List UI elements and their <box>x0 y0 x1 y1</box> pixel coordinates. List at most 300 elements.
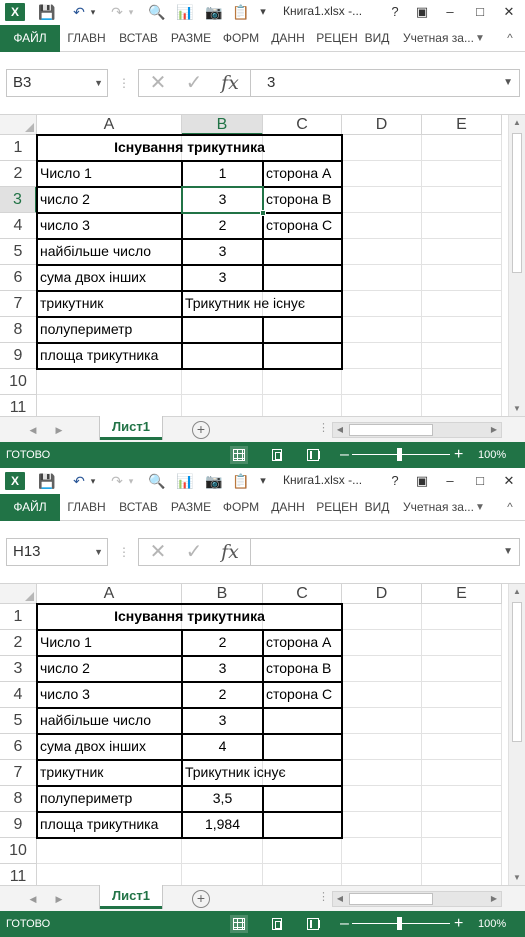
grid-cell[interactable] <box>342 291 422 317</box>
grid-cell[interactable] <box>422 317 502 343</box>
grid-cell[interactable] <box>342 161 422 187</box>
label-cell[interactable]: полупериметр <box>40 321 133 337</box>
table-border <box>37 681 343 683</box>
scroll-down-icon[interactable]: ▼ <box>513 873 521 882</box>
row-header-5[interactable]: 5 <box>0 239 37 265</box>
side-label-cell[interactable]: сторона В <box>266 660 332 676</box>
camera-icon[interactable]: 📷 <box>205 473 223 489</box>
table-border <box>262 629 264 759</box>
formula-bar-grip-icon[interactable]: ⋮ <box>118 545 130 559</box>
close-icon[interactable]: ✕ <box>503 473 515 488</box>
undo-icon[interactable]: ↶ <box>73 473 85 489</box>
value-cell[interactable]: 2 <box>218 686 227 702</box>
side-label-cell[interactable]: сторона С <box>266 217 333 233</box>
table-border <box>181 629 183 838</box>
prev-sheet-icon[interactable]: ◀ <box>29 894 37 904</box>
value-cell[interactable]: 1 <box>218 165 227 181</box>
customize-toolbar-icon[interactable]: ▾ <box>260 6 266 18</box>
scroll-left-icon[interactable]: ◀ <box>336 894 344 903</box>
name-box-value: B3 <box>13 74 32 91</box>
ribbon-tab[interactable]: ГЛАВН <box>67 500 106 514</box>
table-border <box>37 316 343 318</box>
cancel-icon[interactable]: ✕ <box>149 541 167 563</box>
row-header-4[interactable]: 4 <box>0 682 37 708</box>
worksheet-grid <box>0 583 525 885</box>
prev-sheet-icon[interactable]: ◀ <box>29 425 37 435</box>
help-icon[interactable]: ? <box>391 473 399 488</box>
grid-cell[interactable] <box>182 864 263 885</box>
ribbon-tab[interactable]: РЕЦЕН <box>316 31 358 45</box>
grid-cell[interactable] <box>342 812 422 838</box>
grid-cell[interactable] <box>263 317 342 343</box>
grid-cell[interactable] <box>342 864 422 885</box>
grid-cell[interactable] <box>342 369 422 395</box>
clipboard-icon[interactable]: 📋 <box>232 4 250 20</box>
table-border <box>37 655 343 657</box>
tab-file[interactable]: ФАЙЛ <box>0 25 60 52</box>
table-border <box>36 603 38 839</box>
column-header-a[interactable]: A <box>37 115 182 135</box>
result-cell[interactable]: Трикутник існує <box>185 764 286 780</box>
add-sheet-icon[interactable]: + <box>192 421 210 439</box>
grid-cell[interactable] <box>182 369 263 395</box>
grid-cell[interactable] <box>342 604 422 630</box>
label-cell[interactable]: сума двох інших <box>40 738 147 754</box>
print-preview-icon[interactable]: 🔍 <box>148 4 166 20</box>
ribbon-tab[interactable]: ГЛАВН <box>67 31 106 45</box>
ribbon-tab[interactable]: ФОРМ <box>222 31 260 45</box>
grid-cell[interactable] <box>37 369 182 395</box>
scroll-left-icon[interactable]: ◀ <box>336 425 344 434</box>
column-header-b[interactable]: B <box>182 584 263 604</box>
ribbon-tab[interactable]: ВИД <box>364 31 390 45</box>
tab-split-icon[interactable]: ⋮ <box>318 422 329 434</box>
label-cell[interactable]: трикутник <box>40 295 104 311</box>
account-dropdown-icon[interactable]: ▼ <box>475 33 485 44</box>
undo-dropdown-icon[interactable]: ▾ <box>90 476 96 486</box>
normal-view-icon[interactable] <box>230 915 248 933</box>
label-cell[interactable]: Число 1 <box>40 634 92 650</box>
grid-cell[interactable] <box>263 734 342 760</box>
grid-cell[interactable] <box>342 135 422 161</box>
name-box[interactable] <box>6 69 108 97</box>
row-header-2[interactable]: 2 <box>0 630 37 656</box>
grid-cell[interactable] <box>422 213 502 239</box>
grid-cell[interactable] <box>342 734 422 760</box>
column-header-e[interactable]: E <box>422 115 502 135</box>
table-border <box>37 134 343 136</box>
row-header-6[interactable]: 6 <box>0 265 37 291</box>
vertical-scroll-thumb[interactable] <box>512 602 522 742</box>
chart-icon[interactable]: 📊 <box>176 4 194 20</box>
grid-cell[interactable] <box>342 395 422 416</box>
ribbon-tab[interactable]: ДАНН <box>271 500 305 514</box>
grid-cell[interactable] <box>422 682 502 708</box>
grid-cell[interactable] <box>422 708 502 734</box>
grid-cell[interactable] <box>342 630 422 656</box>
sheet-tab[interactable]: Лист1 <box>100 416 162 440</box>
grid-cell[interactable] <box>342 708 422 734</box>
grid-cell[interactable] <box>422 395 502 416</box>
ribbon-tab[interactable]: ФОРМ <box>222 500 260 514</box>
side-label-cell[interactable]: сторона А <box>266 165 332 181</box>
grid-cell[interactable] <box>182 395 263 416</box>
title-bar <box>0 469 525 494</box>
account-menu[interactable]: Учетная за... <box>403 500 474 514</box>
grid-cell[interactable] <box>422 864 502 885</box>
grid-cell[interactable] <box>37 395 182 416</box>
table-border <box>341 603 343 839</box>
zoom-out-icon[interactable]: – <box>340 915 349 932</box>
table-border <box>37 342 343 344</box>
grid-cell[interactable] <box>422 734 502 760</box>
scroll-down-icon[interactable]: ▼ <box>513 404 521 413</box>
grid-cell[interactable] <box>342 187 422 213</box>
table-border <box>262 160 264 290</box>
zoom-in-icon[interactable]: + <box>454 915 464 932</box>
status-bar <box>0 911 525 937</box>
grid-cell[interactable] <box>342 239 422 265</box>
grid-cell[interactable] <box>422 291 502 317</box>
ribbon-tab[interactable]: ВСТАВ <box>119 500 158 514</box>
grid-cell[interactable] <box>422 604 502 630</box>
ribbon-tab[interactable]: ВИД <box>364 500 390 514</box>
grid-cell[interactable] <box>342 656 422 682</box>
grid-cell[interactable] <box>422 369 502 395</box>
grid-cell[interactable] <box>263 369 342 395</box>
ribbon-tab[interactable]: РАЗМЕ <box>170 31 212 45</box>
table-border <box>262 316 264 369</box>
select-all-icon <box>25 123 34 132</box>
status-bar <box>0 442 525 468</box>
undo-dropdown-icon[interactable]: ▾ <box>90 7 96 17</box>
row-header-7[interactable]: 7 <box>0 760 37 786</box>
row-header-8[interactable]: 8 <box>0 317 37 343</box>
add-sheet-icon[interactable]: + <box>192 890 210 908</box>
horizontal-scrollbar[interactable] <box>332 422 502 438</box>
status-ready: ГОТОВО <box>6 449 51 461</box>
customize-toolbar-icon[interactable]: ▾ <box>260 475 266 487</box>
grid-cell[interactable] <box>422 656 502 682</box>
row-header-11[interactable]: 11 <box>0 395 37 416</box>
side-label-cell[interactable]: сторона В <box>266 191 332 207</box>
table-border <box>37 811 343 813</box>
row-header-1[interactable]: 1 <box>0 604 37 630</box>
grid-cell[interactable] <box>422 187 502 213</box>
value-cell[interactable]: 4 <box>218 738 227 754</box>
row-header-8[interactable]: 8 <box>0 786 37 812</box>
grid-cell[interactable] <box>422 239 502 265</box>
grid-cell[interactable] <box>182 838 263 864</box>
save-icon[interactable]: 💾 <box>38 4 56 20</box>
collapse-ribbon-icon[interactable]: ^ <box>507 31 513 45</box>
ribbon-tabs <box>0 494 525 521</box>
next-sheet-icon[interactable]: ▶ <box>55 425 63 435</box>
sheet-tab-bar <box>0 885 525 911</box>
clipboard-icon[interactable]: 📋 <box>232 473 250 489</box>
column-header-c[interactable]: C <box>263 115 342 135</box>
row-header-6[interactable]: 6 <box>0 734 37 760</box>
horizontal-scroll-thumb[interactable] <box>349 893 433 905</box>
column-header-c[interactable]: C <box>263 584 342 604</box>
side-label-cell[interactable]: сторона А <box>266 634 332 650</box>
chart-icon[interactable]: 📊 <box>176 473 194 489</box>
table-title-cell[interactable]: Існування трикутника <box>114 608 265 624</box>
account-menu[interactable]: Учетная за... <box>403 31 474 45</box>
zoom-out-icon[interactable]: – <box>340 446 349 463</box>
result-cell[interactable]: Трикутник не існує <box>185 295 306 311</box>
grid-cell[interactable] <box>422 786 502 812</box>
table-border <box>37 290 343 292</box>
label-cell[interactable]: число 3 <box>40 217 90 233</box>
table-border <box>37 603 343 605</box>
name-box-dropdown-icon[interactable]: ▼ <box>94 547 103 557</box>
row-header-9[interactable]: 9 <box>0 343 37 369</box>
column-header-d[interactable]: D <box>342 115 422 135</box>
table-border <box>262 785 264 838</box>
grid-cell[interactable] <box>263 708 342 734</box>
row-header-9[interactable]: 9 <box>0 812 37 838</box>
row-header-10[interactable]: 10 <box>0 838 37 864</box>
normal-view-icon[interactable] <box>230 446 248 464</box>
page-break-view-icon[interactable] <box>304 915 322 933</box>
scroll-up-icon[interactable]: ▲ <box>513 118 521 127</box>
scroll-up-icon[interactable]: ▲ <box>513 587 521 596</box>
ribbon-display-icon[interactable]: ▣ <box>415 473 429 488</box>
column-header-a[interactable]: A <box>37 584 182 604</box>
tab-file[interactable]: ФАЙЛ <box>0 494 60 521</box>
area-cell[interactable] <box>182 343 263 369</box>
label-cell[interactable]: площа трикутника <box>40 816 159 832</box>
label-cell[interactable]: Число 1 <box>40 165 92 181</box>
semi-perimeter-cell[interactable]: 3,5 <box>212 790 233 806</box>
page-layout-view-icon[interactable] <box>268 446 286 464</box>
expand-formula-icon[interactable]: ▼ <box>503 546 513 557</box>
grid-cell[interactable] <box>342 265 422 291</box>
row-header-7[interactable]: 7 <box>0 291 37 317</box>
table-border <box>37 707 343 709</box>
value-cell[interactable]: 3 <box>218 191 227 207</box>
enter-icon[interactable]: ✓ <box>185 541 203 563</box>
value-cell[interactable]: 2 <box>218 217 227 233</box>
formula-input[interactable] <box>250 538 520 566</box>
print-preview-icon[interactable]: 🔍 <box>148 473 166 489</box>
grid-cell[interactable] <box>422 812 502 838</box>
formula-bar <box>0 52 525 114</box>
enter-icon[interactable]: ✓ <box>185 72 203 94</box>
label-cell[interactable]: площа трикутника <box>40 347 159 363</box>
close-icon[interactable]: ✕ <box>503 4 515 19</box>
label-cell[interactable]: число 2 <box>40 660 90 676</box>
table-border <box>37 238 343 240</box>
grid-cell[interactable] <box>263 265 342 291</box>
window-title: Книга1.xlsx -... <box>283 4 363 18</box>
select-all-button[interactable] <box>0 584 37 604</box>
table-border <box>37 160 343 162</box>
zoom-in-icon[interactable]: + <box>454 446 464 463</box>
zoom-level[interactable]: 100% <box>478 918 507 930</box>
grid-cell[interactable] <box>263 864 342 885</box>
grid-cell[interactable] <box>342 760 422 786</box>
sheet-tab-bar <box>0 416 525 442</box>
row-header-11[interactable]: 11 <box>0 864 37 885</box>
label-cell[interactable]: число 2 <box>40 191 90 207</box>
table-border <box>37 629 343 631</box>
name-box[interactable] <box>6 538 108 566</box>
ribbon-tab[interactable]: РАЗМЕ <box>170 500 212 514</box>
grid-cell[interactable] <box>342 317 422 343</box>
label-cell[interactable]: число 3 <box>40 686 90 702</box>
vertical-scrollbar[interactable] <box>508 115 525 416</box>
formula-bar-grip-icon[interactable]: ⋮ <box>118 76 130 90</box>
formula-bar <box>0 521 525 583</box>
grid-cell[interactable] <box>422 760 502 786</box>
area-cell[interactable]: 1,984 <box>204 816 241 832</box>
column-header-e[interactable]: E <box>422 584 502 604</box>
semi-perimeter-cell[interactable] <box>182 317 263 343</box>
table-border <box>341 134 343 370</box>
maximize-icon[interactable]: □ <box>476 4 484 19</box>
grid-cell[interactable] <box>342 786 422 812</box>
grid-cell[interactable] <box>342 838 422 864</box>
column-header-b[interactable]: B <box>182 115 263 135</box>
excel-logo-icon: X <box>5 3 25 21</box>
redo-dropdown-icon[interactable]: ▾ <box>128 476 134 486</box>
value-cell[interactable]: 3 <box>218 269 227 285</box>
horizontal-scroll-thumb[interactable] <box>349 424 433 436</box>
account-dropdown-icon[interactable]: ▼ <box>475 502 485 513</box>
row-header-2[interactable]: 2 <box>0 161 37 187</box>
status-ready: ГОТОВО <box>6 918 51 930</box>
side-label-cell[interactable]: сторона С <box>266 686 333 702</box>
zoom-slider-thumb[interactable] <box>397 448 402 461</box>
label-cell[interactable]: найбільше число <box>40 712 152 728</box>
vertical-scrollbar[interactable] <box>508 584 525 885</box>
grid-cell[interactable] <box>342 682 422 708</box>
row-header-3[interactable]: 3 <box>0 656 37 682</box>
select-all-button[interactable] <box>0 115 37 135</box>
redo-icon[interactable]: ↷ <box>111 4 123 20</box>
scroll-right-icon[interactable]: ▶ <box>490 894 498 903</box>
row-header-1[interactable]: 1 <box>0 135 37 161</box>
select-all-icon <box>25 592 34 601</box>
grid-cell[interactable] <box>422 161 502 187</box>
help-icon[interactable]: ? <box>391 4 399 19</box>
minimize-icon[interactable]: – <box>446 4 454 19</box>
name-box-value: H13 <box>13 543 41 560</box>
value-cell[interactable]: 3 <box>218 660 227 676</box>
value-cell[interactable]: 2 <box>218 634 227 650</box>
ribbon-tab[interactable]: ДАНН <box>271 31 305 45</box>
label-cell[interactable]: сума двох інших <box>40 269 147 285</box>
grid-cell[interactable] <box>422 838 502 864</box>
grid-cell[interactable] <box>422 343 502 369</box>
insert-function-icon[interactable]: fx <box>221 72 239 94</box>
formula-input[interactable] <box>250 69 520 97</box>
grid-cell[interactable] <box>263 812 342 838</box>
sheet-tab[interactable]: Лист1 <box>100 885 162 909</box>
title-bar <box>0 0 525 25</box>
fill-handle[interactable] <box>260 210 266 216</box>
window-title: Книга1.xlsx -... <box>283 473 363 487</box>
worksheet-grid <box>0 114 525 416</box>
row-header-10[interactable]: 10 <box>0 369 37 395</box>
minimize-icon[interactable]: – <box>446 473 454 488</box>
grid-cell[interactable] <box>422 630 502 656</box>
maximize-icon[interactable]: □ <box>476 473 484 488</box>
grid-cell[interactable] <box>263 239 342 265</box>
label-cell[interactable]: полупериметр <box>40 790 133 806</box>
scroll-right-icon[interactable]: ▶ <box>490 425 498 434</box>
undo-icon[interactable]: ↶ <box>73 4 85 20</box>
table-border <box>37 368 343 370</box>
formula-value: 3 <box>267 74 276 91</box>
cancel-icon[interactable]: ✕ <box>149 72 167 94</box>
grid-cell[interactable] <box>342 213 422 239</box>
ribbon-tab[interactable]: ВСТАВ <box>119 31 158 45</box>
table-border <box>37 733 343 735</box>
excel-window <box>0 0 525 468</box>
row-header-5[interactable]: 5 <box>0 708 37 734</box>
table-border <box>37 785 343 787</box>
grid-cell[interactable] <box>263 343 342 369</box>
redo-dropdown-icon[interactable]: ▾ <box>128 7 134 17</box>
horizontal-scrollbar[interactable] <box>332 891 502 907</box>
active-cell-selection[interactable] <box>181 186 264 214</box>
value-cell[interactable]: 3 <box>218 243 227 259</box>
table-border <box>37 264 343 266</box>
page-layout-view-icon[interactable] <box>268 915 286 933</box>
grid-cell[interactable] <box>263 395 342 416</box>
name-box-dropdown-icon[interactable]: ▼ <box>94 78 103 88</box>
grid-cell[interactable] <box>422 265 502 291</box>
label-cell[interactable]: трикутник <box>40 764 104 780</box>
vertical-scroll-thumb[interactable] <box>512 133 522 273</box>
ribbon-tabs <box>0 25 525 52</box>
table-border <box>36 134 38 370</box>
column-header-d[interactable]: D <box>342 584 422 604</box>
redo-icon[interactable]: ↷ <box>111 473 123 489</box>
camera-icon[interactable]: 📷 <box>205 4 223 20</box>
tab-split-icon[interactable]: ⋮ <box>318 891 329 903</box>
grid-cell[interactable] <box>263 786 342 812</box>
insert-function-icon[interactable]: fx <box>221 541 239 563</box>
grid-cell[interactable] <box>263 838 342 864</box>
save-icon[interactable]: 💾 <box>38 473 56 489</box>
excel-logo-icon: X <box>5 472 25 490</box>
expand-formula-icon[interactable]: ▼ <box>503 77 513 88</box>
grid-cell[interactable] <box>37 864 182 885</box>
next-sheet-icon[interactable]: ▶ <box>55 894 63 904</box>
table-border <box>37 837 343 839</box>
table-border <box>37 759 343 761</box>
grid-cell[interactable] <box>37 838 182 864</box>
label-cell[interactable]: найбільше число <box>40 243 152 259</box>
ribbon-display-icon[interactable]: ▣ <box>415 4 429 19</box>
ribbon-tab[interactable]: РЕЦЕН <box>316 500 358 514</box>
row-header-4[interactable]: 4 <box>0 213 37 239</box>
zoom-level[interactable]: 100% <box>478 449 507 461</box>
table-title-cell[interactable]: Існування трикутника <box>114 139 265 155</box>
grid-cell[interactable] <box>342 343 422 369</box>
grid-cell[interactable] <box>422 135 502 161</box>
collapse-ribbon-icon[interactable]: ^ <box>507 500 513 514</box>
value-cell[interactable]: 3 <box>218 712 227 728</box>
zoom-slider-thumb[interactable] <box>397 917 402 930</box>
row-header-3[interactable]: 3 <box>0 187 37 213</box>
page-break-view-icon[interactable] <box>304 446 322 464</box>
excel-window <box>0 469 525 937</box>
